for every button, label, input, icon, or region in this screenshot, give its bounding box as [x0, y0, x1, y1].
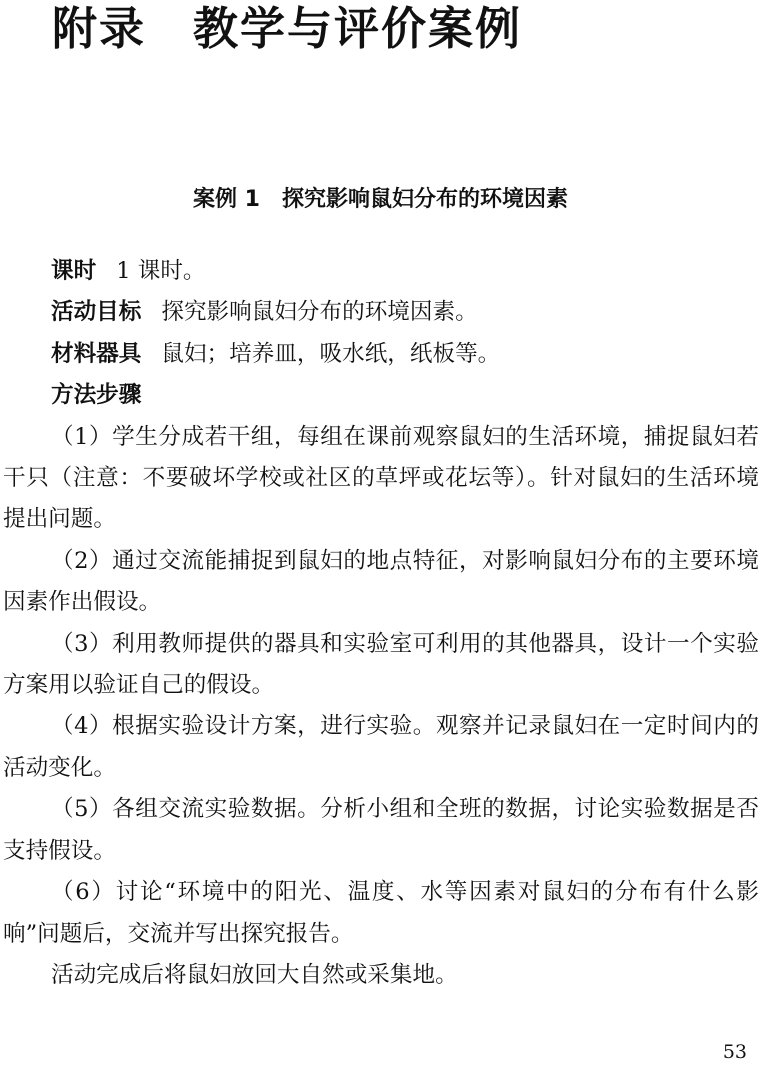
- field-label: 课时: [51, 258, 97, 284]
- chapter-title: 附录 教学与评价案例: [52, 2, 523, 55]
- step-4: （4）根据实验设计方案，进行实验。观察并记录鼠妇在一定时间内的活动变化。: [3, 713, 759, 781]
- step-2: （2）通过交流能捕捉到鼠妇的地点特征，对影响鼠妇分布的主要环境因素作出假设。: [3, 547, 759, 616]
- field-label: 活动目标: [51, 299, 142, 326]
- closing-note: 活动完成后将鼠妇放回大自然或采集地。: [51, 961, 458, 988]
- method-heading: 方法步骤: [51, 382, 142, 409]
- field-value: 1 课时。: [116, 258, 206, 284]
- field-materials: [3, 334, 759, 375]
- page-number: 53: [722, 1041, 747, 1063]
- step-5: （5）各组交流实验数据。分析小组和全班的数据，讨论实验数据是否支持假设。: [3, 796, 759, 864]
- method-heading-line: [3, 375, 759, 416]
- field-value: 探究影响鼠妇分布的环境因素。: [161, 299, 478, 326]
- case-title: 案例 1 探究影响鼠妇分布的环境因素: [193, 187, 568, 212]
- step-3: （3）利用教师提供的器具和实验室可利用的其他器具，设计一个实验方案用以验证自己的假设。: [3, 630, 759, 699]
- field-activity-goal: [3, 292, 759, 333]
- field-class-hours: [3, 251, 759, 292]
- field-label: 材料器具: [51, 340, 142, 367]
- step-6: （6）讨论“环境中的阳光、温度、水等因素对鼠妇的分布有什么影响”问题后，交流并写出探究报告。: [3, 879, 759, 947]
- step-1: （1）学生分成若干组，每组在课前观察鼠妇的生活环境，捕捉鼠妇若干只（注意：不要破坏学校或社区的草坪或花坛等）。针对鼠妇的生活环境提出问题。: [3, 423, 759, 533]
- field-value: 鼠妇；培养皿，吸水纸，纸板等。: [161, 340, 501, 367]
- case-body: [3, 251, 759, 996]
